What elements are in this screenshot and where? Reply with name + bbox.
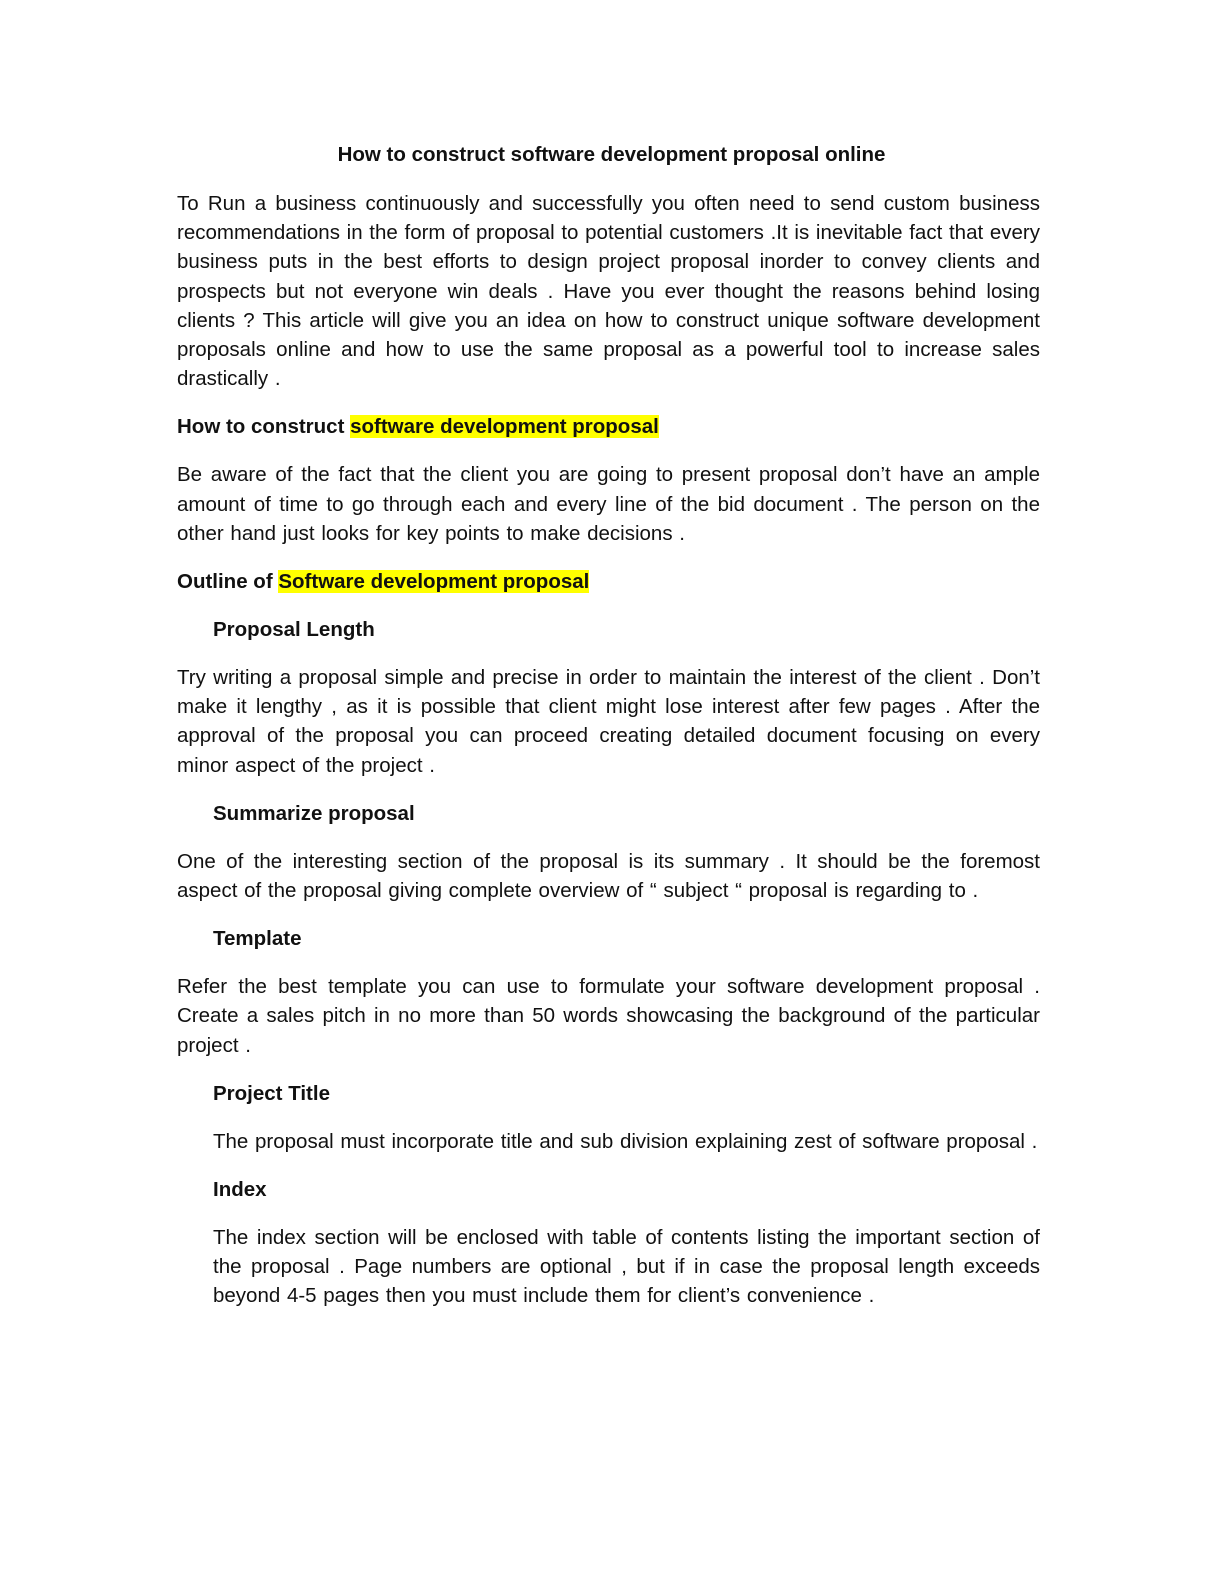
spacer: [177, 905, 1040, 924]
highlighted-keyword: software development proposal: [350, 415, 659, 439]
spacer: [177, 1108, 1040, 1127]
proposal-length-paragraph: Try writing a proposal simple and precise in order to maintain the interest of the client . Don’t make it lengthy , as it is possible that client might lose interest after few pages . After the approval of the proposal you can proceed creating detailed document focusing on every minor aspect of the project .: [177, 666, 1040, 777]
spacer: [177, 393, 1040, 412]
spacer: [177, 644, 1040, 663]
spacer: [177, 828, 1040, 847]
subheading-index: Index: [213, 1178, 267, 1202]
section-heading-construct: [177, 412, 1040, 441]
spacer: [177, 441, 1040, 460]
spacer: [177, 548, 1040, 567]
subheading-template: Template: [213, 927, 302, 951]
spacer: [177, 780, 1040, 799]
spacer: [177, 953, 1040, 972]
spacer: [177, 1060, 1040, 1079]
subheading-summarize-proposal: Summarize proposal: [213, 801, 415, 825]
project-title-paragraph: The proposal must incorporate title and sub division explaining zest of software proposal .: [213, 1129, 1038, 1153]
subheading-project-title: Project Title: [213, 1081, 330, 1105]
highlighted-keyword: Software development proposal: [278, 570, 590, 594]
document-title: How to construct software development proposal online: [337, 143, 886, 166]
section-heading-prefix: Outline of: [177, 570, 279, 594]
intro-paragraph: To Run a business continuously and successfully you often need to send custom business recommendations in the form of proposal to potential customers .It is inevitable fact that every business puts in the best efforts to design project proposal inorder to convey clients and prospects but not everyone win deals . Have you ever thought the reasons behind losing clients ? This article will give you an idea on how to construct unique software development proposals online and how to use the same proposal as a powerful tool to increase sales drastically .: [177, 192, 1040, 391]
spacer: [177, 596, 1040, 615]
template-paragraph: Refer the best template you can use to formulate your software development proposal . Create a sales pitch in no more than 50 words showcasing the background of the particular project .: [177, 975, 1040, 1057]
construct-paragraph: Be aware of the fact that the client you are going to present proposal don’t have an ample amount of time to go through each and every line of the bid document . The person on the other hand just looks for key points to make decisions .: [177, 463, 1040, 545]
document-content: [177, 140, 1040, 1311]
spacer: [177, 1156, 1040, 1175]
spacer: [177, 1204, 1040, 1223]
subheading-proposal-length: Proposal Length: [213, 618, 375, 642]
index-paragraph: The index section will be enclosed with table of contents listing the important section of the proposal . Page numbers are optional , but if in case the proposal length exceeds beyond 4-5 pages then you must include them for client’s convenience .: [213, 1226, 1040, 1308]
summarize-proposal-paragraph: One of the interesting section of the proposal is its summary . It should be the foremost aspect of the proposal giving complete overview of “ subject “ proposal is regarding to .: [177, 849, 1040, 903]
section-heading-outline: [177, 567, 1040, 596]
section-heading-prefix: How to construct: [177, 415, 351, 439]
